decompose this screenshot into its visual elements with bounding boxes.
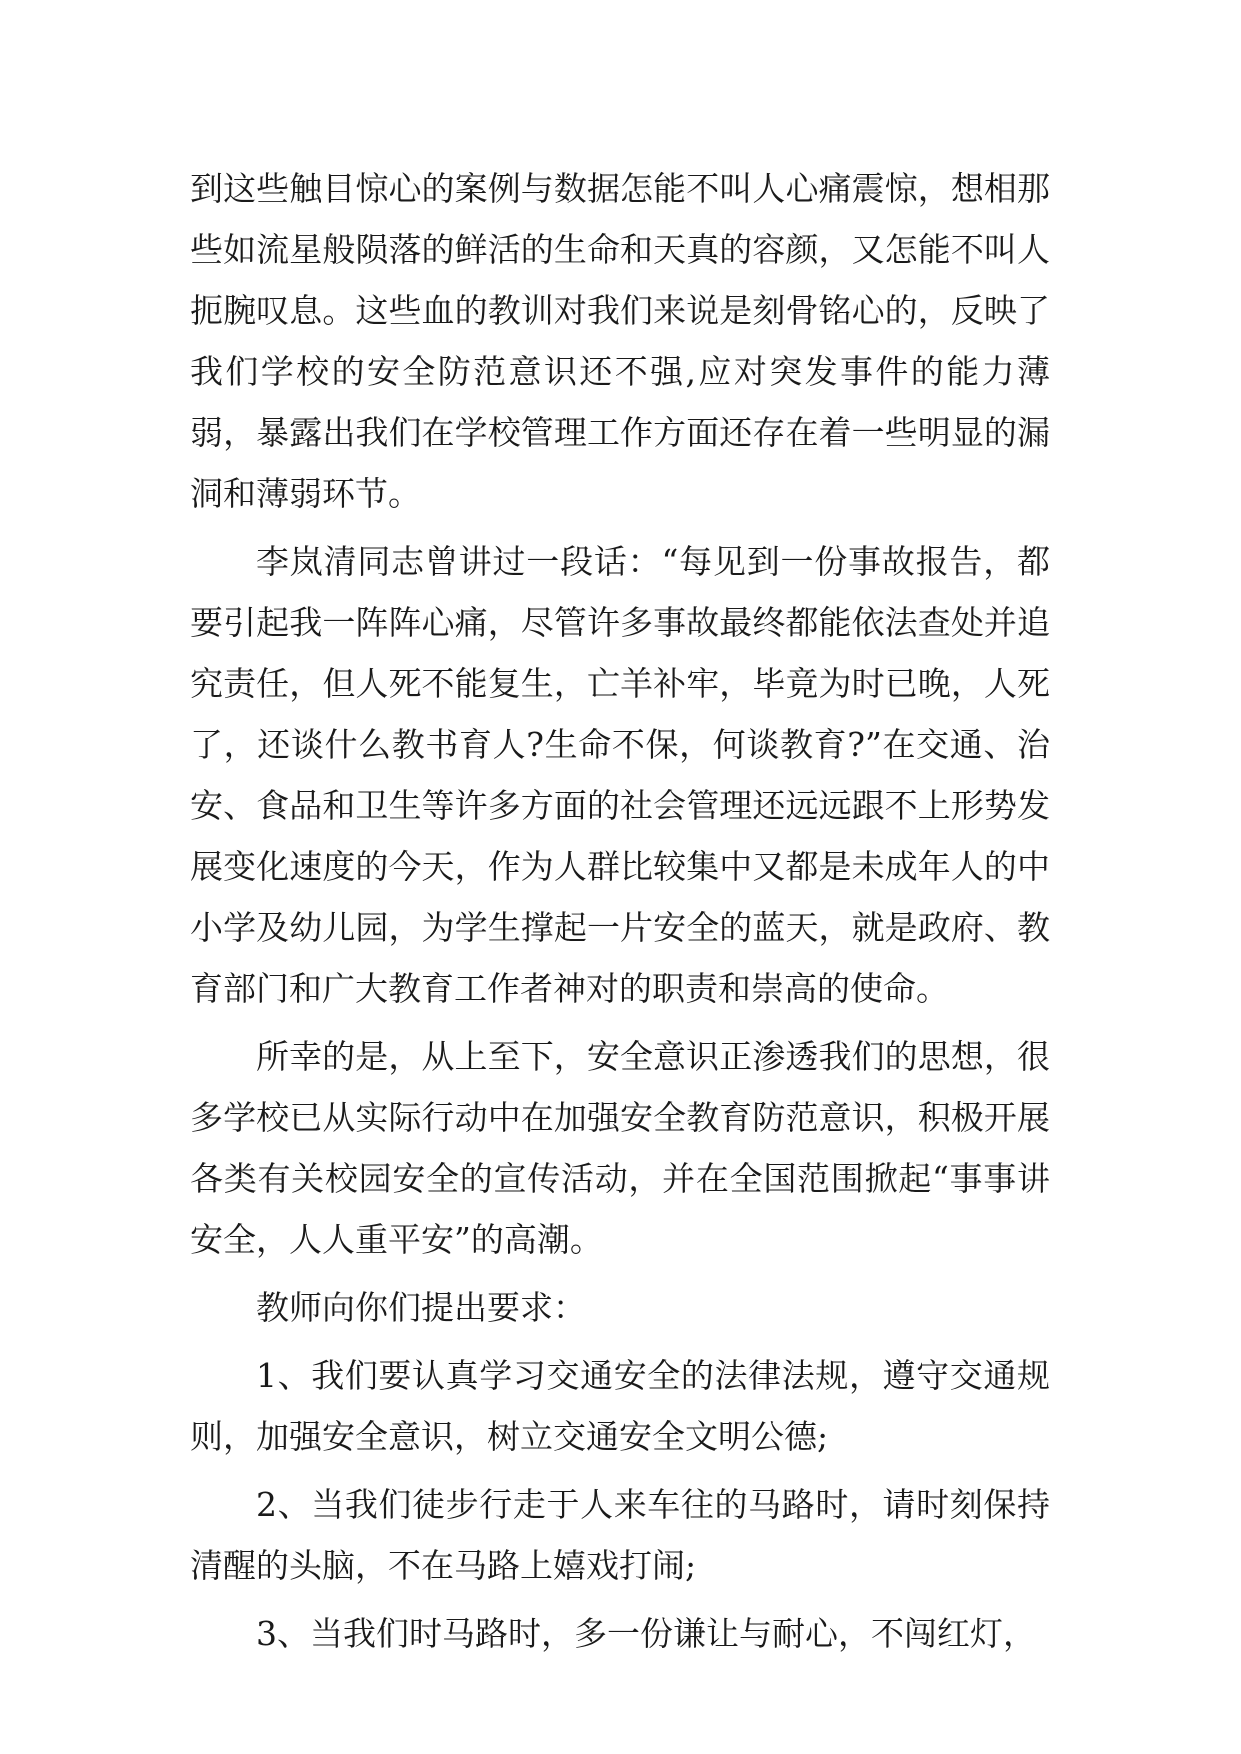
paragraph-safety-awareness: 所幸的是，从上至下，安全意识正渗透我们的思想，很多学校已从实际行动中在加强安全教育防范意识，积极开展各类有关校园安全的宣传活动，并在全国范围掀起“事事讲安全，人人重平安”的高潮。 bbox=[190, 1037, 1050, 1259]
list-item-2: 2、当我们徒步行走于人来车往的马路时，请时刻保持清醒的头脑，不在马路上嬉戏打闹; bbox=[190, 1485, 1050, 1585]
paragraph-continuation: 到这些触目惊心的案例与数据怎能不叫人心痛震惊，想相那些如流星般陨落的鲜活的生命和天真的容颜，又怎能不叫人扼腕叹息。这些血的教训对我们来说是刻骨铭心的，反映了我们学校的安全防范意识还不强,应对突发事件的能力薄弱，暴露出我们在学校管理工作方面还存在着一些明显的漏洞和薄弱环节。 bbox=[190, 169, 1050, 513]
list-item-3: 3、当我们时马路时，多一份谦让与耐心，不闯红灯， bbox=[256, 1614, 1036, 1653]
paragraph-quote: 李岚清同志曾讲过一段话：“每见到一份事故报告，都要引起我一阵阵心痛，尽管许多事故最终都能依法查处并追究责任，但人死不能复生，亡羊补牢，毕竟为时已晚，人死了，还谈什么教书育人?生命不保，何谈教育?”在交通、治安、食品和卫生等许多方面的社会管理还远远跟不上形势发展变化速度的今天，作为人群比较集中又都是未成年人的中小学及幼儿园，为学生撑起一片安全的蓝天，就是政府、教育部门和广大教育工作者神对的职责和崇高的使命。 bbox=[190, 542, 1050, 1008]
document-body bbox=[190, 158, 1050, 1664]
paragraph-requirements-intro: 教师向你们提出要求： bbox=[256, 1288, 586, 1327]
list-item-1: 1、我们要认真学习交通安全的法律法规，遵守交通规则，加强安全意识，树立交通安全文明公德; bbox=[190, 1356, 1050, 1456]
